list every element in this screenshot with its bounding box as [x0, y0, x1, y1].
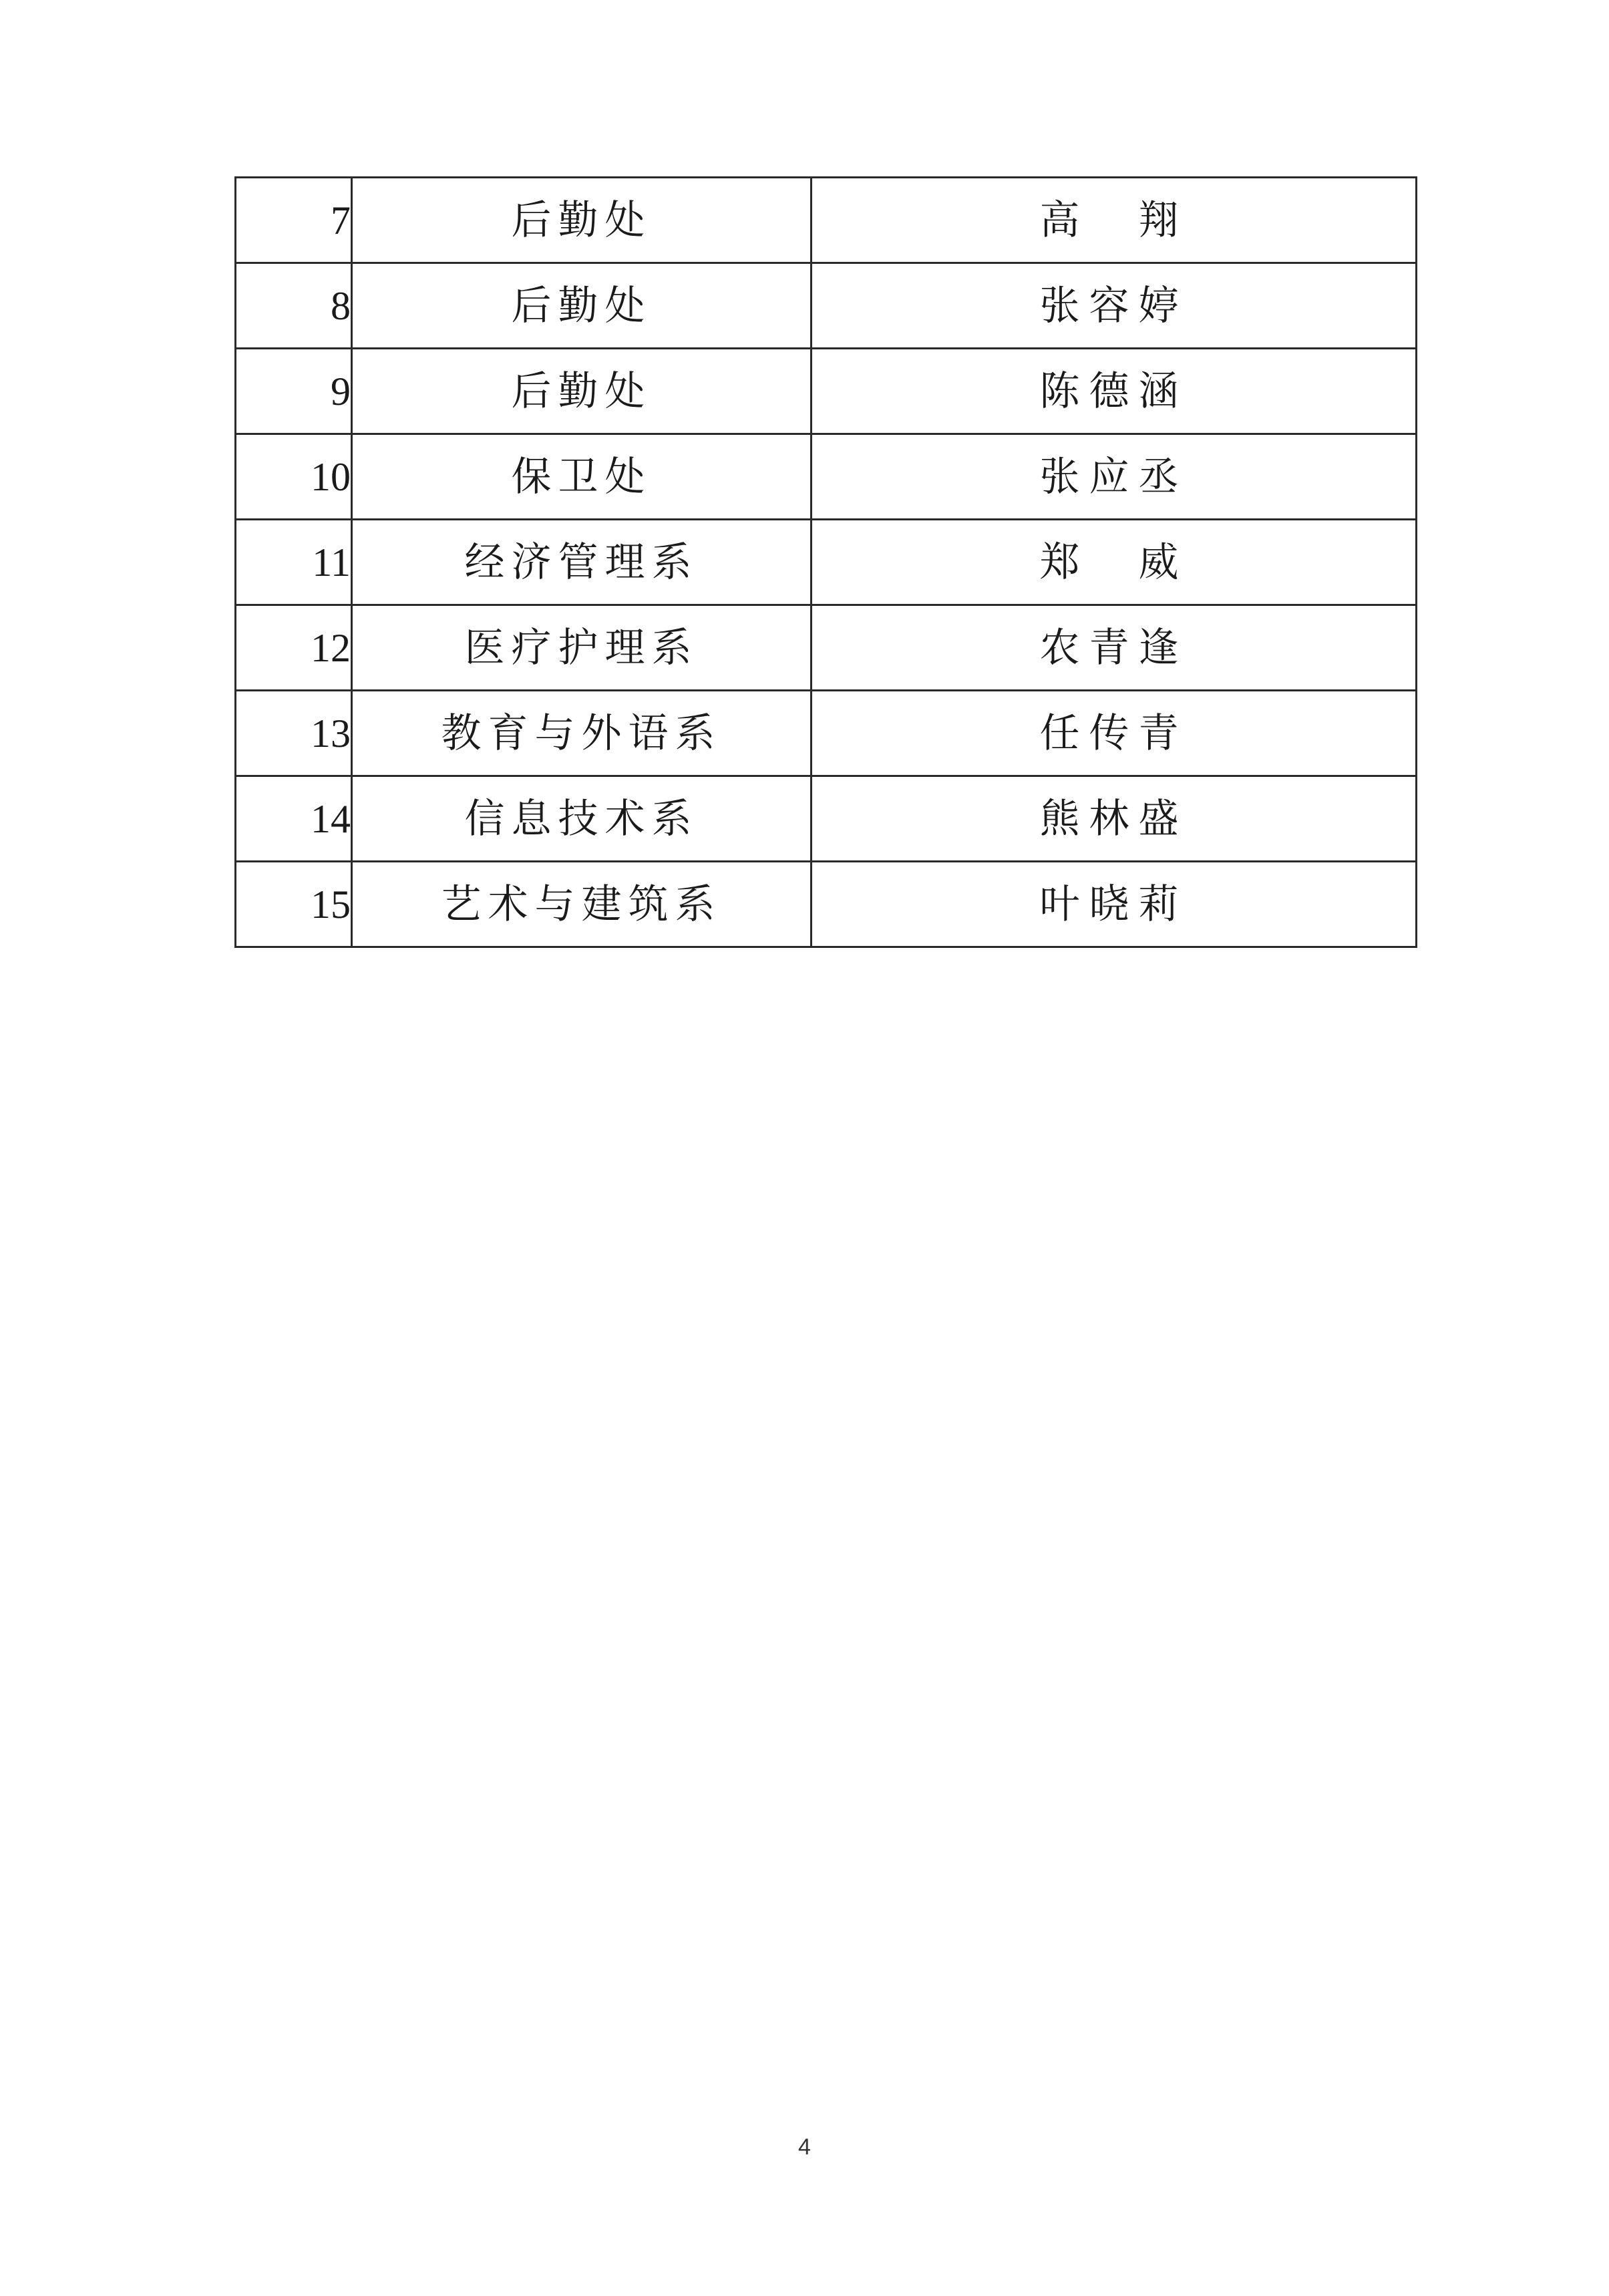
- department-cell: 后勤处: [352, 178, 812, 263]
- row-number: 13: [236, 691, 352, 776]
- department-cell: 艺术与建筑系: [352, 862, 812, 947]
- table-row: [236, 691, 1417, 776]
- person-name-cell: 任传青: [812, 691, 1417, 776]
- department-cell: 教育与外语系: [352, 691, 812, 776]
- table-row: [236, 434, 1417, 520]
- department-cell: 保卫处: [352, 434, 812, 520]
- page-number: 4: [798, 2134, 811, 2160]
- person-name-cell: 陈德涵: [812, 349, 1417, 434]
- person-name-cell: 张应丞: [812, 434, 1417, 520]
- staff-roster-table: [234, 176, 1417, 948]
- row-number: 14: [236, 776, 352, 862]
- department-cell: 后勤处: [352, 349, 812, 434]
- person-name-cell: 熊林盛: [812, 776, 1417, 862]
- table-row: [236, 776, 1417, 862]
- department-cell: 经济管理系: [352, 520, 812, 605]
- row-number: 9: [236, 349, 352, 434]
- person-name-cell: 高 翔: [812, 178, 1417, 263]
- table-row: [236, 349, 1417, 434]
- person-name-cell: 叶晓莉: [812, 862, 1417, 947]
- table-row: [236, 520, 1417, 605]
- row-number: 11: [236, 520, 352, 605]
- table-row: [236, 862, 1417, 947]
- department-cell: 医疗护理系: [352, 605, 812, 691]
- person-name-cell: 郑 威: [812, 520, 1417, 605]
- row-number: 10: [236, 434, 352, 520]
- table-row: [236, 178, 1417, 263]
- person-name-cell: 张容婷: [812, 263, 1417, 349]
- person-name-cell: 农青逢: [812, 605, 1417, 691]
- row-number: 12: [236, 605, 352, 691]
- table-row: [236, 605, 1417, 691]
- roster-table-body: [236, 178, 1417, 947]
- row-number: 8: [236, 263, 352, 349]
- row-number: 15: [236, 862, 352, 947]
- table-row: [236, 263, 1417, 349]
- department-cell: 信息技术系: [352, 776, 812, 862]
- row-number: 7: [236, 178, 352, 263]
- department-cell: 后勤处: [352, 263, 812, 349]
